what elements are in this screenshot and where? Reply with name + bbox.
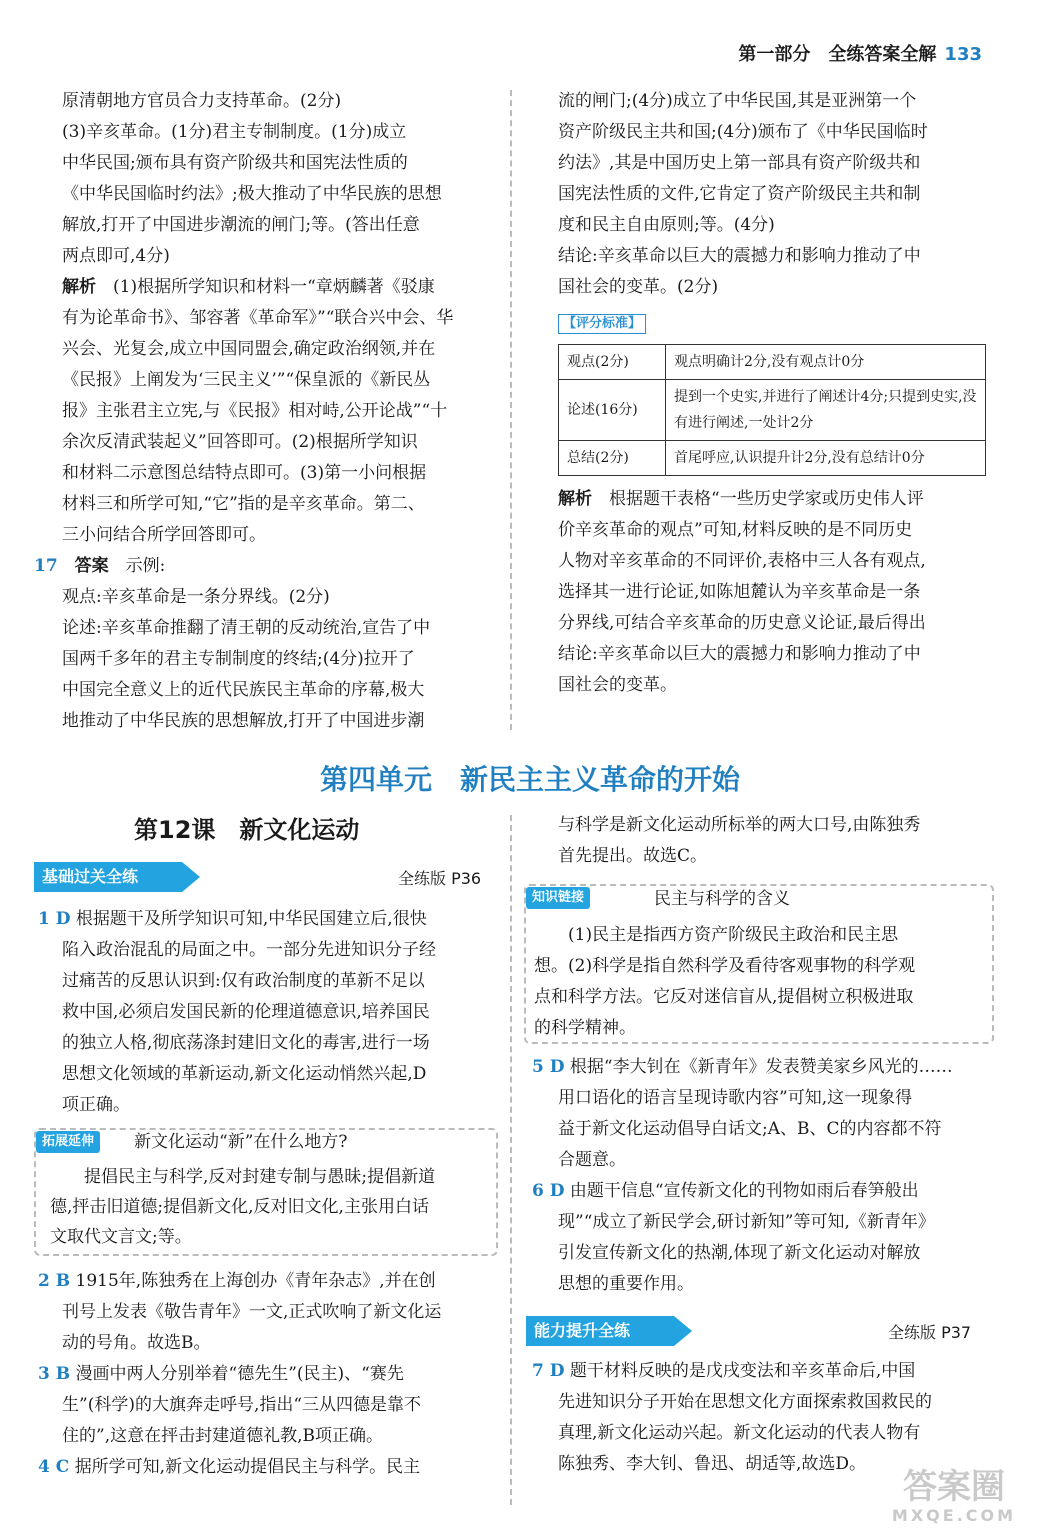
text-line: 国宪法性质的文件,它肯定了资产阶级民主共和制 (558, 184, 921, 204)
example-label: 示例: (125, 556, 166, 576)
text-line: 根据“李大钊在《新青年》发表赞美家乡风光的…… (569, 1057, 953, 1077)
text-line: 救中国,必须启发国民新的伦理道德意识,培养国民 (62, 1002, 430, 1022)
rubric-item: 论述(16分) (559, 380, 666, 441)
table-row (559, 380, 986, 441)
text-line: 合题意。 (558, 1150, 626, 1170)
question-number: 5 D (532, 1057, 565, 1077)
text-line: 有为论革命书》、邹容著《革命军》”“联合兴中会、华 (62, 308, 454, 328)
text-line: 陷入政治混乱的局面之中。一部分先进知识分子经 (62, 940, 436, 960)
text-line: 三小问结合所学回答即可。 (62, 525, 266, 545)
question-number: 4 C (38, 1457, 70, 1477)
text-line: 项正确。 (62, 1095, 130, 1115)
text-line: 报》主张君主立宪,与《民报》相对峙,公开论战”“十 (62, 401, 448, 421)
text-line: 度和民主自由原则;等。(4分) (558, 215, 775, 235)
answer-label: 答案 (74, 556, 109, 576)
text-line: 先进知识分子开始在思想文化方面探索救国救民的 (558, 1392, 932, 1412)
analysis-label: 解析 (62, 277, 96, 297)
text-line: 刊号上发表《敬告青年》一文,正式吹响了新文化运 (62, 1302, 442, 1322)
right-bottom-q7 (532, 1356, 998, 1480)
text-line: 的独立人格,彻底荡涤封建旧文化的毒害,进行一场 (62, 1033, 430, 1053)
unit-title: 第四单元 新民主主义革命的开始 (319, 763, 740, 796)
text-line: 思想文化领域的革新运动,新文化运动悄然兴起,D (62, 1064, 427, 1084)
text-line: 题干材料反映的是戊戌变法和辛亥革命后,中国 (569, 1361, 916, 1381)
question-number: 7 D (532, 1361, 565, 1381)
text-line: 和材料二示意图总结特点即可。(3)第一小问根据 (62, 463, 427, 483)
rubric-rule: 提到一个史实,并进行了阐述计4分;只提到史实,没有进行阐述,一处计2分 (666, 380, 986, 441)
text-line: 国社会的变革。 (558, 675, 677, 695)
rubric-item: 总结(2分) (559, 441, 666, 476)
left-top-column (34, 86, 502, 737)
text-line: 分界线,可结合辛亥革命的历史意义论证,最后得出 (558, 613, 926, 633)
page-number: 133 (944, 44, 982, 65)
text-line: 《中华民国临时约法》;极大推动了中华民族的思想 (62, 184, 442, 204)
box-tag: 拓展延伸 (36, 1131, 100, 1153)
table-row (559, 441, 986, 476)
text-line: 观点:辛亥革命是一条分界线。(2分) (62, 587, 330, 607)
watermark-logo (854, 1468, 1054, 1528)
page-header (738, 40, 982, 66)
question-number: 3 B (38, 1364, 71, 1384)
text-line: 的科学精神。 (534, 1018, 636, 1038)
left-bottom-questions (38, 1266, 502, 1483)
right-bottom-column (558, 810, 998, 872)
text-line: 思想的重要作用。 (558, 1274, 694, 1294)
text-line: 陈独秀、李大钊、鲁迅、胡适等,故选D。 (558, 1454, 867, 1474)
text-line: 材料三和所学可知,“它”指的是辛亥革命。第二、 (62, 494, 425, 514)
text-line: 论述:辛亥革命推翻了清王朝的反动统治,宣告了中 (62, 618, 431, 638)
question-number: 6 D (532, 1181, 565, 1201)
text-line: 根据题干及所学知识可知,中华民国建立后,很快 (75, 909, 427, 929)
text-line: 原清朝地方官员合力支持革命。(2分) (62, 91, 342, 111)
text-line: 住的”,这意在抨击封建道德礼教,B项正确。 (62, 1426, 383, 1446)
left-bottom-column (38, 904, 502, 1121)
text-line: 资产阶级民主共和国;(4分)颁布了《中华民国临时 (558, 122, 928, 142)
column-divider-bottom (510, 815, 512, 1505)
extension-box (34, 1128, 498, 1256)
right-top-column (558, 86, 998, 701)
section-banner-advanced: 能力提升全练 (526, 1316, 674, 1346)
question-number: 1 D (38, 909, 71, 929)
column-divider-top (510, 90, 512, 730)
rubric-rule: 首尾呼应,认识提升计2分,没有总结计0分 (666, 441, 986, 476)
text-line: 过痛苦的反思认识到:仅有政治制度的革新不足以 (62, 971, 425, 991)
text-line: 人物对辛亥革命的不同评价,表格中三人各有观点, (558, 551, 926, 571)
text-line: 《民报》上阐发为‘三民主义’”“保皇派的《新民丛 (62, 370, 431, 390)
knowledge-box (524, 884, 994, 1044)
text-line: 益于新文化运动倡导白话文;A、B、C的内容都不符 (558, 1119, 942, 1139)
text-line: 结论:辛亥革命以巨大的震撼力和影响力推动了中 (558, 644, 921, 664)
text-line: 1915年,陈独秀在上海创办《青年杂志》,并在创 (75, 1271, 436, 1291)
rubric-table (558, 344, 986, 476)
text-line: 据所学可知,新文化运动提倡民主与科学。民主 (74, 1457, 421, 1477)
text-line: 约法》,其是中国历史上第一部具有资产阶级共和 (558, 153, 921, 173)
text-line: 国社会的变革。(2分) (558, 277, 719, 297)
text-line: 流的闸门;(4分)成立了中华民国,其是亚洲第一个 (558, 91, 917, 111)
text-line: 与科学是新文化运动所标举的两大口号,由陈独秀 (558, 815, 921, 835)
page-ref: 全练版 P36 (398, 869, 482, 888)
text-line: 余次反清武装起义”回答即可。(2)根据所学知识 (62, 432, 418, 452)
text-line: 漫画中两人分别举着“德先生”(民主)、“赛先 (75, 1364, 404, 1384)
rubric-rule: 观点明确计2分,没有观点计0分 (666, 345, 986, 380)
text-line: 想。(2)科学是指自然科学及看待客观事物的科学观 (534, 956, 916, 976)
text-line: 解放,打开了中国进步潮流的闸门;等。(答出任意 (62, 215, 420, 235)
analysis-label: 解析 (558, 489, 592, 509)
text-line: 国两千多年的君主专制制度的终结;(4分)拉开了 (62, 649, 415, 669)
text-line: (1)民主是指西方资产阶级民主政治和民主思 (568, 925, 899, 945)
lesson-title: 第12课 新文化运动 (134, 816, 360, 844)
table-row (559, 345, 986, 380)
text-line: 用口语化的语言呈现诗歌内容”可知,这一现象得 (558, 1088, 913, 1108)
text-line: 现”“成立了新民学会,研讨新知”等可知,《新青年》 (558, 1212, 935, 1232)
text-line: 提倡民主与科学,反对封建专制与愚昧;提倡新道 (84, 1167, 436, 1187)
question-number: 17 (34, 556, 58, 576)
text-line: 首先提出。故选C。 (558, 846, 708, 866)
page-ref: 全练版 P37 (888, 1323, 972, 1342)
text-line: 中华民国;颁布具有资产阶级共和国宪法性质的 (62, 153, 408, 173)
text-line: 动的号角。故选B。 (62, 1333, 211, 1353)
section-banner-basic: 基础过关全练 (34, 862, 182, 892)
text-line: 价辛亥革命的观点”可知,材料反映的是不同历史 (558, 520, 913, 540)
text-line: 德,抨击旧道德;提倡新文化,反对旧文化,主张用白话 (50, 1197, 429, 1217)
right-bottom-questions (532, 1052, 998, 1300)
rubric-item: 观点(2分) (559, 345, 666, 380)
text-line: 由题干信息“宣传新文化的刊物如雨后春笋般出 (569, 1181, 919, 1201)
text-line: (1)根据所学知识和材料一“章炳麟著《驳康 (113, 277, 435, 297)
text-line: 兴会、光复会,成立中国同盟会,确定政治纲领,并在 (62, 339, 436, 359)
header-section: 第一部分 全练答案全解 (738, 44, 937, 65)
text-line: (3)辛亥革命。(1分)君主专制制度。(1分)成立 (62, 122, 407, 142)
watermark-main: 答案圈 (903, 1467, 1005, 1507)
text-line: 真理,新文化运动兴起。新文化运动的代表人物有 (558, 1423, 921, 1443)
question-number: 2 B (38, 1271, 71, 1291)
box-title: 民主与科学的含义 (654, 889, 790, 909)
rubric-tag: 【评分标准】 (558, 314, 646, 334)
text-line: 文取代文言文;等。 (50, 1227, 192, 1247)
watermark-sub: MXQE.COM (891, 1506, 1017, 1525)
text-line: 根据题干表格“一些历史学家或历史伟人评 (609, 489, 924, 509)
text-line: 选择其一进行论证,如陈旭麓认为辛亥革命是一条 (558, 582, 921, 602)
text-line: 结论:辛亥革命以巨大的震撼力和影响力推动了中 (558, 246, 921, 266)
text-line: 两点即可,4分) (62, 246, 170, 266)
text-line: 中国完全意义上的近代民族民主革命的序幕,极大 (62, 680, 425, 700)
box-title: 新文化运动“新”在什么地方? (134, 1132, 348, 1152)
box-tag: 知识链接 (526, 887, 590, 909)
text-line: 地推动了中华民族的思想解放,打开了中国进步潮 (62, 711, 425, 731)
text-line: 引发宣传新文化的热潮,体现了新文化运动对解放 (558, 1243, 921, 1263)
text-line: 生”(科学)的大旗奔走呼号,指出“三从四德是靠不 (62, 1395, 422, 1415)
text-line: 点和科学方法。它反对迷信盲从,提倡树立积极进取 (534, 987, 914, 1007)
